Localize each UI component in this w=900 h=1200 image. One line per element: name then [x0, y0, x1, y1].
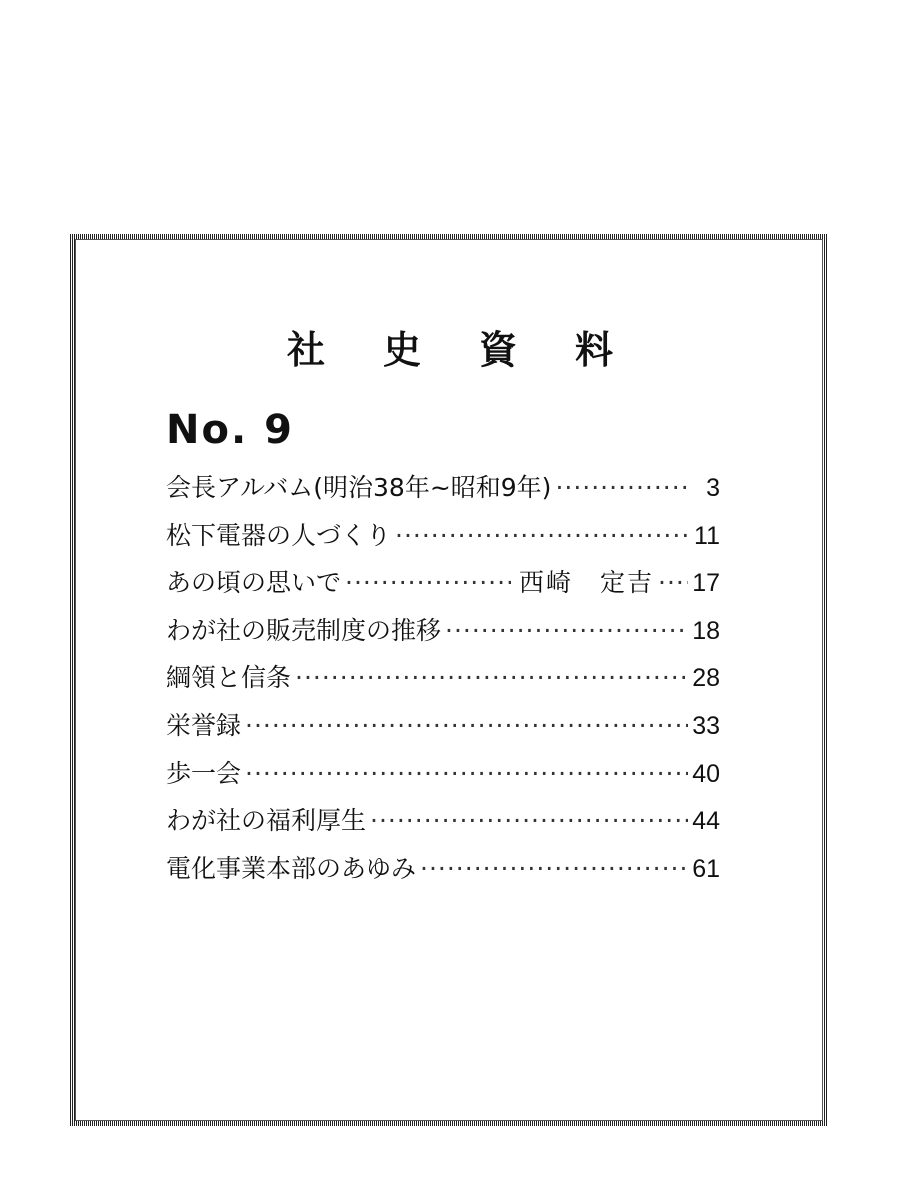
toc-dot-leader [420, 845, 688, 893]
toc-entry-page: 40 [692, 759, 720, 788]
toc-dot-leader [658, 559, 688, 607]
toc-dot-leader [245, 702, 688, 750]
toc-entry-title: あの頃の思いで [166, 568, 342, 598]
toc-entry-title: 歩一会 [166, 758, 242, 788]
toc-entry-page: 44 [692, 807, 720, 836]
toc-entry-title: 栄誉録 [166, 710, 242, 740]
toc-entry-author: 西崎 定吉 [518, 568, 654, 598]
toc-dot-leader [395, 512, 688, 560]
toc-entry-page: 33 [692, 711, 720, 740]
toc-entry [166, 750, 720, 798]
toc-entry [166, 845, 720, 893]
toc-entry-page: 17 [692, 569, 720, 598]
toc-entry-title: 松下電器の人づくり [166, 520, 392, 550]
toc-entry [166, 702, 720, 750]
toc-dot-leader [245, 750, 688, 798]
toc-entry-title: わが社の販売制度の推移 [166, 615, 442, 645]
toc-dot-leader [295, 654, 688, 702]
toc-entry-page: 61 [692, 854, 720, 883]
toc-entry-page: 3 [706, 474, 720, 502]
toc-entry [166, 559, 720, 607]
toc-entry-page: 28 [692, 664, 720, 693]
toc-entry-title: 綱領と信条 [166, 663, 292, 693]
table-of-contents [166, 464, 720, 892]
toc-entry-title: わが社の福利厚生 [166, 806, 367, 836]
toc-entry [166, 512, 720, 560]
toc-dot-leader [370, 797, 688, 845]
toc-entry [166, 654, 720, 702]
toc-entry-page: 18 [692, 616, 720, 645]
toc-dot-leader [445, 607, 688, 655]
toc-entry [166, 607, 720, 655]
toc-dot-leader [345, 559, 511, 607]
toc-entry-title: 電化事業本部のあゆみ [166, 853, 417, 883]
toc-entry [166, 797, 720, 845]
issue-number: No. 9 [166, 407, 294, 453]
toc-entry [166, 464, 720, 512]
toc-dot-leader [555, 464, 688, 512]
page-title: 社史資料 [286, 327, 671, 373]
toc-entry-title: 会長アルバム(明治38年~昭和9年) [166, 473, 552, 502]
toc-entry-page: 11 [694, 521, 720, 550]
